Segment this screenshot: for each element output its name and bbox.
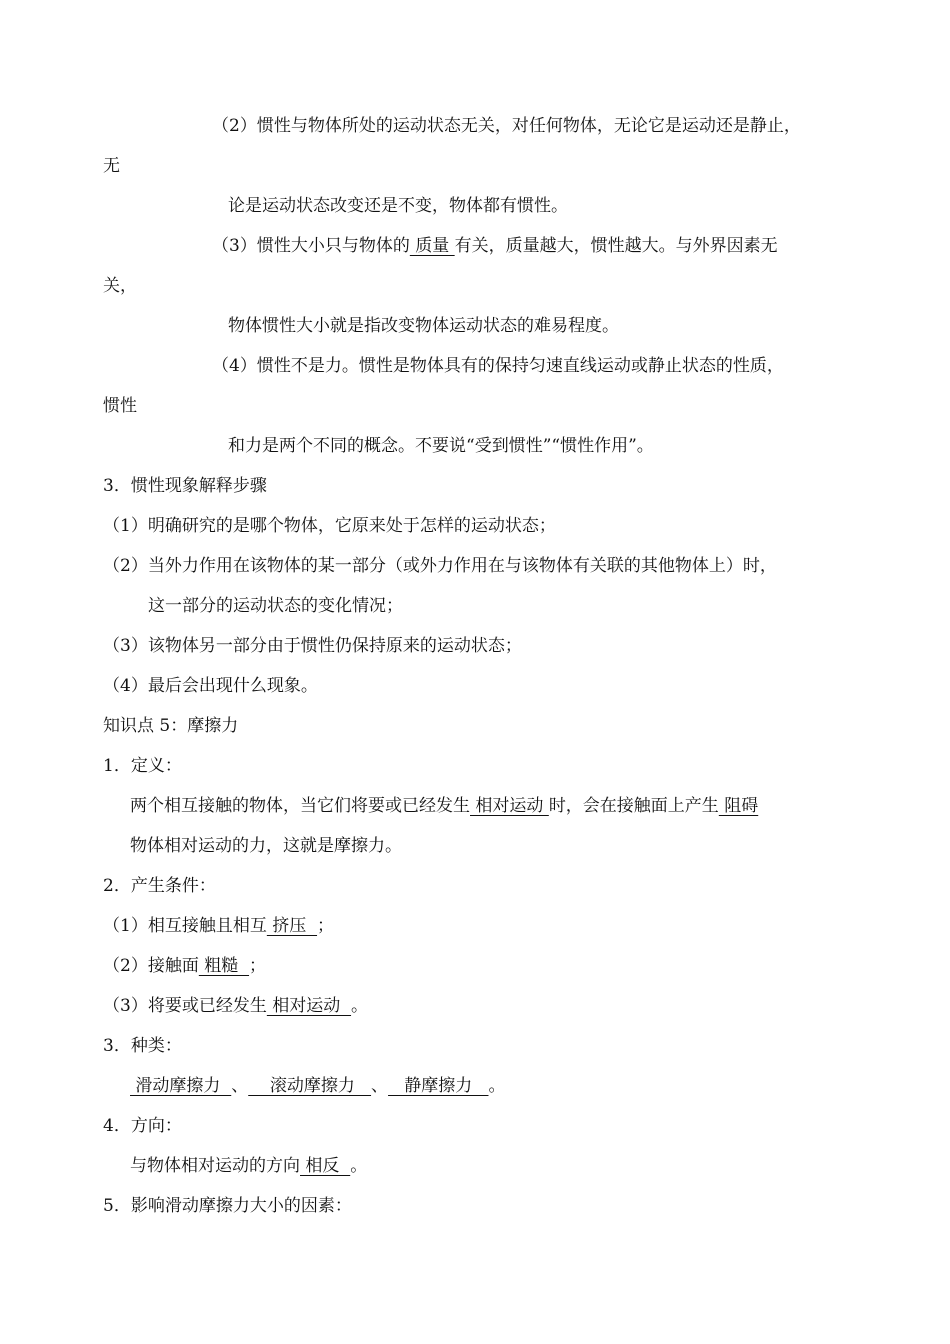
section-heading: 知识点 5：摩擦力 — [103, 716, 239, 736]
section-heading: 3．种类： — [103, 1036, 182, 1056]
fill-blank-answer: 相对运动 — [470, 796, 549, 816]
text-line: （2）惯性与物体所处的运动状态无关，对任何物体，无论它是运动还是静止， — [212, 116, 801, 136]
text-line: （1）明确研究的是哪个物体，它原来处于怎样的运动状态； — [103, 516, 556, 536]
text-line: 关， — [103, 276, 137, 296]
text-span: （3）惯性大小只与物体的 — [212, 236, 410, 256]
fill-blank-answer: 静摩擦力 — [388, 1076, 489, 1096]
text-line — [103, 914, 334, 938]
text-span: 。 — [488, 1076, 506, 1096]
text-line — [130, 1154, 367, 1178]
text-span: ； — [249, 956, 267, 976]
text-span: 有关，质量越大，惯性越大。与外界因素无 — [454, 236, 778, 256]
fill-blank-answer: 相对运动 — [266, 996, 352, 1016]
text-span: ； — [317, 916, 335, 936]
text-line: 物体惯性大小就是指改变物体运动状态的难易程度。 — [228, 316, 619, 336]
fill-blank-answer: 阻碍 — [718, 796, 759, 816]
text-line: 和力是两个不同的概念。不要说“受到惯性”“惯性作用”。 — [228, 436, 654, 456]
text-line: 这一部分的运动状态的变化情况； — [148, 596, 403, 616]
text-span: （3）将要或已经发生 — [103, 996, 267, 1016]
section-heading: 5．影响滑动摩擦力大小的因素： — [103, 1196, 352, 1216]
text-line: 物体相对运动的力，这就是摩擦力。 — [130, 836, 402, 856]
text-span: 、 — [371, 1076, 389, 1096]
section-heading: 3．惯性现象解释步骤 — [103, 476, 267, 496]
text-line — [130, 794, 758, 818]
text-line: （4）最后会出现什么现象。 — [103, 676, 318, 696]
text-span: 两个相互接触的物体，当它们将要或已经发生 — [130, 796, 470, 816]
text-line — [130, 1074, 505, 1098]
section-heading: 4．方向： — [103, 1116, 182, 1136]
text-line: （3）该物体另一部分由于惯性仍保持原来的运动状态； — [103, 636, 522, 656]
text-span: 、 — [231, 1076, 249, 1096]
text-line: （2）当外力作用在该物体的某一部分（或外力作用在与该物体有关联的其他物体上）时， — [103, 556, 777, 576]
text-line: 无 — [103, 156, 120, 176]
text-line — [103, 954, 266, 978]
text-span: （2）接触面 — [103, 956, 199, 976]
text-span: 与物体相对运动的方向 — [130, 1156, 300, 1176]
fill-blank-answer: 粗糙 — [198, 956, 250, 976]
fill-blank-answer: 挤压 — [266, 916, 318, 936]
text-span: 时，会在接触面上产生 — [548, 796, 719, 816]
fill-blank-answer: 相反 — [300, 1156, 351, 1176]
section-heading: 2．产生条件： — [103, 876, 216, 896]
text-span: 。 — [350, 1156, 368, 1176]
text-line — [212, 234, 778, 258]
text-line — [103, 994, 368, 1018]
fill-blank-answer: 滚动摩擦力 — [248, 1076, 372, 1096]
text-line: （4）惯性不是力。惯性是物体具有的保持匀速直线运动或静止状态的性质， — [212, 356, 784, 376]
section-heading: 1．定义： — [103, 756, 182, 776]
text-span: （1）相互接触且相互 — [103, 916, 267, 936]
text-line: 论是运动状态改变还是不变，物体都有惯性。 — [228, 196, 568, 216]
fill-blank-answer: 质量 — [409, 236, 455, 256]
text-span: 。 — [351, 996, 369, 1016]
text-line: 惯性 — [103, 396, 137, 416]
fill-blank-answer: 滑动摩擦力 — [130, 1076, 232, 1096]
